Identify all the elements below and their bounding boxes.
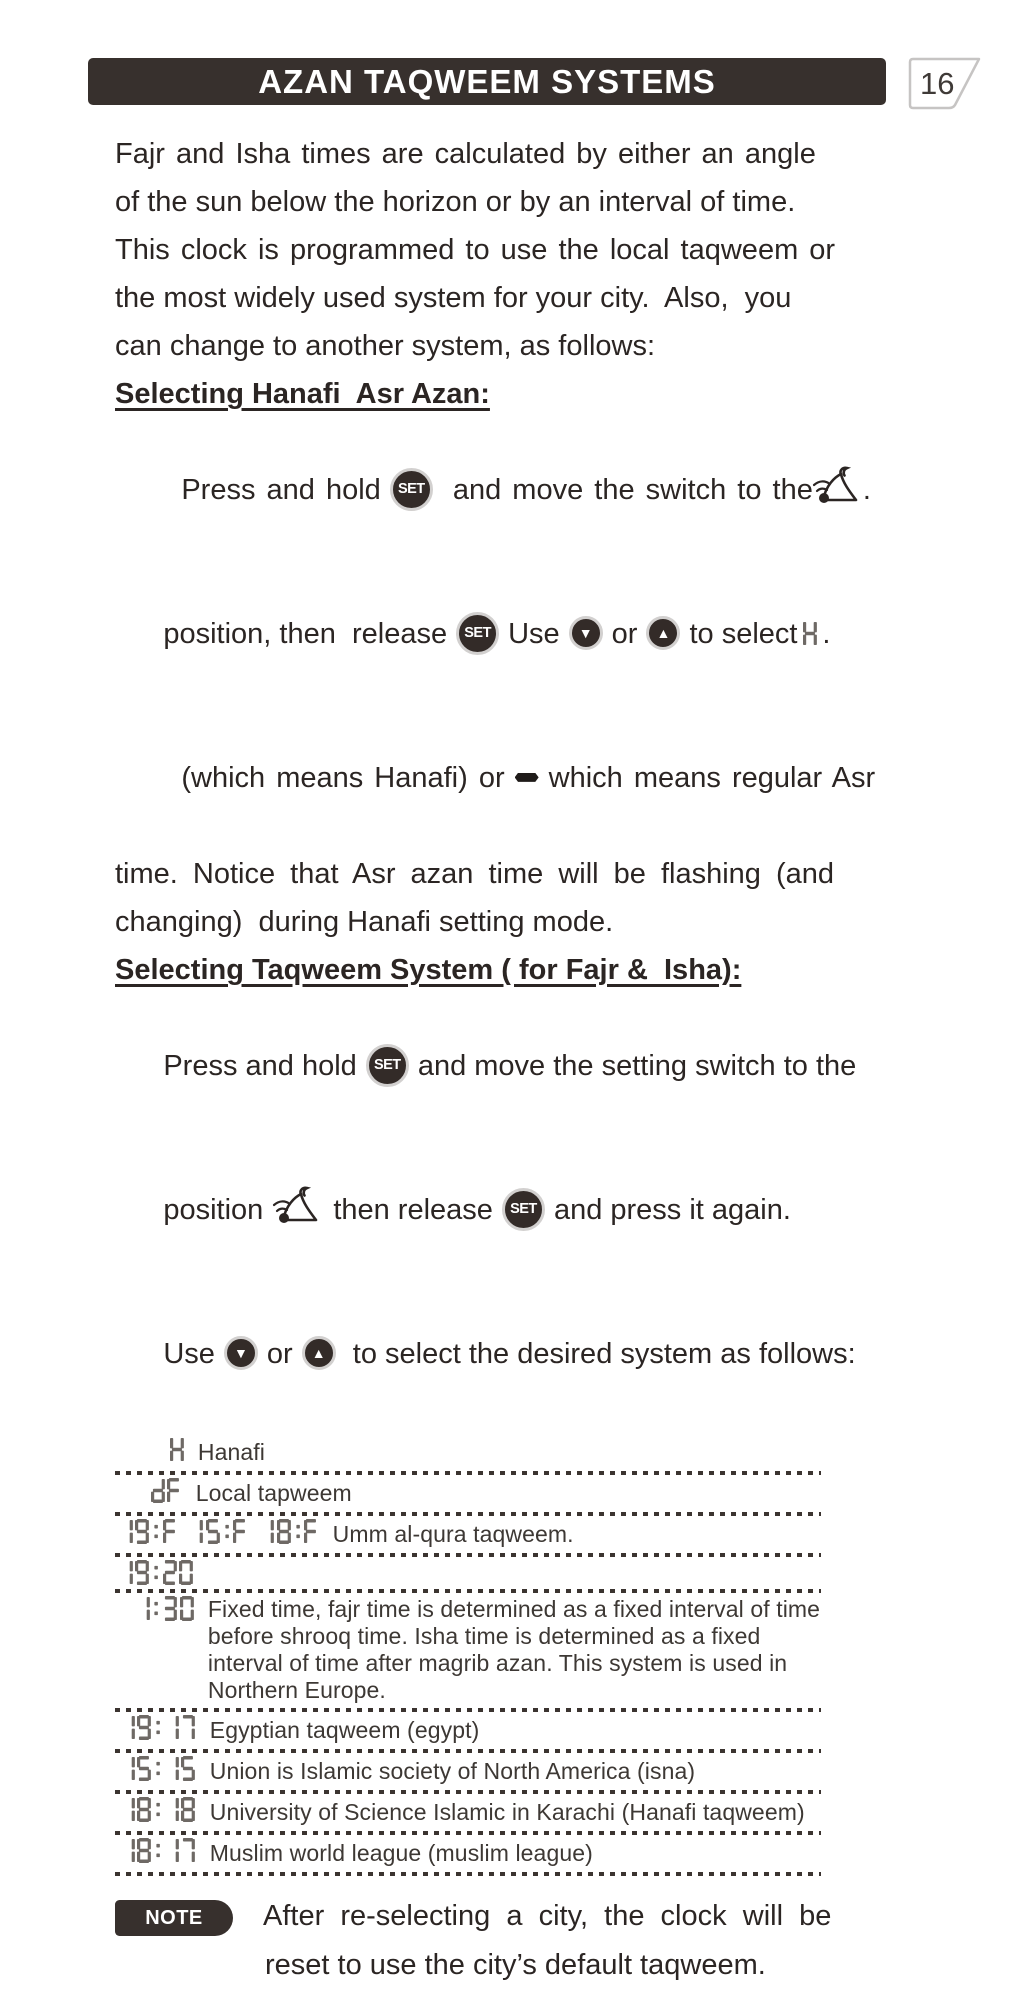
lcd-display [117, 1519, 320, 1544]
azan-mosque-icon [813, 468, 863, 506]
set-button-icon: SET [366, 1044, 409, 1087]
system-label: Muslim world league (muslim league) [209, 1840, 593, 1866]
system-label: Fixed time, fajr time is determined as a fixed interval of time before shrooq time. Isha time is determined as a fixed interval of time after magrib azan. This system is used in Northern Europe. [207, 1596, 821, 1703]
hanafi-line-2 [115, 562, 910, 706]
system-label: Local tapweem [195, 1480, 352, 1506]
system-row [115, 1593, 821, 1712]
azan-mosque-icon [273, 1188, 323, 1226]
note-badge: NOTE [115, 1900, 233, 1936]
system-row [115, 1434, 821, 1475]
text-fragment: Use [508, 618, 560, 650]
text-fragment: and move the setting switch to the [417, 1050, 857, 1082]
taqweem-line-2 [115, 1138, 910, 1282]
up-arrow-button-icon: ▲ [302, 1336, 336, 1370]
lcd-display [119, 1838, 197, 1863]
text-fragment: . [822, 618, 831, 650]
intro-line: This clock is programmed to use the local taqweem or [115, 234, 836, 266]
lcd-display [119, 1797, 197, 1822]
text-fragment: . [862, 474, 871, 506]
text-fragment: (which means Hanafi) or [181, 762, 505, 794]
use-arrows-line [115, 1282, 910, 1426]
taqweem-systems-list [115, 1434, 821, 1876]
text-fragment: position [163, 1194, 264, 1226]
lcd-display [119, 1756, 197, 1781]
system-row [115, 1516, 821, 1557]
text-fragment: position, then release [163, 618, 448, 650]
text-fragment: then release [333, 1194, 493, 1226]
lcd-hanafi-h [801, 621, 818, 646]
text-fragment: and press it again. [553, 1194, 791, 1226]
mosque-dot [279, 1213, 289, 1223]
down-arrow-button-icon: ▼ [569, 616, 603, 650]
intro-line: the most widely used system for your city. Also, you [115, 282, 792, 314]
text-fragment: Press and hold [181, 474, 381, 506]
system-row [115, 1753, 821, 1794]
note-text [263, 1892, 831, 1990]
intro-line: of the sun below the horizon or by an interval of time. [115, 186, 796, 218]
text-fragment: to select [689, 618, 798, 650]
up-arrow-button-icon: ▲ [646, 616, 680, 650]
text-fragment: or [266, 1338, 293, 1370]
taqweem-section-heading: Selecting Taqweem System ( for Fajr & Isha): [115, 954, 742, 986]
hanafi-line-5: changing) during Hanafi setting mode. [115, 906, 614, 938]
hanafi-line-4: time. Notice that Asr azan time will be flashing (and [115, 858, 835, 890]
set-button-icon: SET [456, 612, 499, 655]
text-fragment: and move the switch to the [441, 474, 813, 506]
down-arrow-button-icon: ▼ [224, 1336, 258, 1370]
note-line-2: reset to use the city’s default taqweem. [265, 1949, 766, 1981]
lcd-display [119, 1715, 197, 1740]
dashed-divider [115, 1872, 821, 1876]
intro-line: can change to another system, as follows: [115, 330, 656, 362]
page-number: 16 [920, 66, 955, 101]
set-button-icon: SET [502, 1188, 545, 1231]
taqweem-line-1 [115, 994, 910, 1138]
text-fragment: or [611, 618, 638, 650]
header-bar [88, 58, 886, 105]
note-block [115, 1892, 910, 1990]
lcd-display [117, 1560, 195, 1585]
intro-line: Fajr and Isha times are calculated by either an angle [115, 138, 816, 170]
text-fragment: to select the desired system as follows: [344, 1338, 856, 1370]
lcd-display [149, 1478, 183, 1503]
set-button-icon: SET [390, 468, 433, 511]
lcd-display [134, 1596, 195, 1621]
system-row [115, 1835, 821, 1876]
page-number-tab [904, 55, 1004, 113]
hanafi-section-heading: Selecting Hanafi Asr Azan: [115, 378, 490, 410]
page-title: AZAN TAQWEEM SYSTEMS [258, 62, 716, 100]
system-label: Egyptian taqweem (egypt) [209, 1717, 480, 1743]
system-label: Umm al-qura taqweem. [332, 1521, 574, 1547]
system-row [115, 1712, 821, 1753]
note-line-1: After re-selecting a city, the clock will be [263, 1900, 832, 1932]
system-label: University of Science Islamic in Karachi (Hanafi taqweem) [209, 1799, 805, 1825]
hanafi-line-1 [115, 418, 910, 562]
system-row [115, 1475, 821, 1516]
system-label: Union is Islamic society of North America (isna) [209, 1758, 696, 1784]
lcd-display [168, 1437, 185, 1462]
page-content [115, 130, 910, 1990]
system-row [115, 1557, 821, 1593]
system-row [115, 1794, 821, 1835]
text-fragment: Use [163, 1338, 215, 1370]
hanafi-line-3 [115, 706, 910, 850]
text-fragment: which means regular Asr [548, 762, 876, 794]
mosque-dot [819, 493, 829, 503]
regular-asr-dash-icon [515, 773, 539, 782]
system-label: Hanafi [197, 1439, 265, 1465]
text-fragment: Press and hold [163, 1050, 357, 1082]
